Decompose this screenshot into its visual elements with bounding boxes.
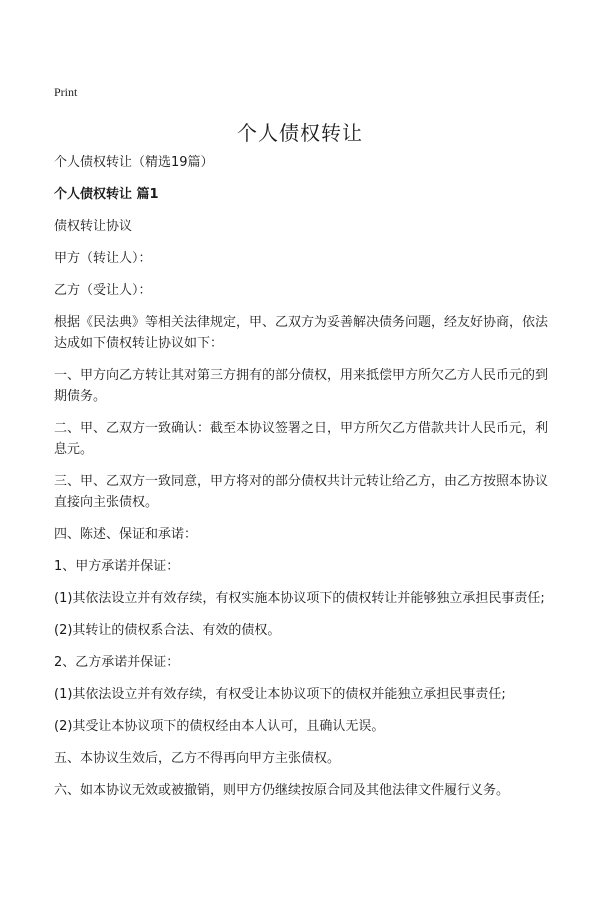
- party-b-line: 乙方（受让人）：: [54, 283, 152, 298]
- party-b-warranty-heading: 2、乙方承诺并保证：: [54, 655, 180, 670]
- document-body: [54, 152, 554, 812]
- clause-2: 二、甲、乙双方一致确认：截至本协议签署之日，甲方所欠乙方借款共计人民币元，利息元。: [54, 421, 549, 457]
- subtitle: 个人债权转让（精选19篇）: [54, 155, 214, 170]
- party-a-warranty-heading: 1、甲方承诺并保证：: [54, 559, 180, 574]
- party-b-warranty-2: (2)其受让本协议项下的债权经由本人认可，且确认无误。: [54, 719, 385, 734]
- preamble-paragraph: 根据《民法典》等相关法律规定，甲、乙双方为妥善解决债务问题，经友好协商，依法达成如下债权转让协议如下：: [54, 315, 549, 351]
- party-b-warranty-1: (1)其依法设立并有效存续，有权受让本协议项下的债权并能独立承担民事责任;: [54, 687, 506, 702]
- agreement-name: 债权转让协议: [54, 219, 133, 234]
- clause-6: 六、如本协议无效或被撤销，则甲方仍继续按原合同及其他法律文件履行义务。: [54, 783, 510, 798]
- document-title: 个人债权转让: [237, 121, 363, 145]
- party-a-warranty-1: (1)其依法设立并有效存续，有权实施本协议项下的债权转让并能够独立承担民事责任;: [54, 591, 545, 606]
- party-a-line: 甲方（转让人）：: [54, 251, 152, 266]
- clause-4: 四、陈述、保证和承诺：: [54, 527, 198, 542]
- clause-3: 三、甲、乙双方一致同意，甲方将对的部分债权共计元转让给乙方，由乙方按照本协议直接向主张债权。: [54, 474, 549, 510]
- party-a-warranty-2: (2)其转让的债权系合法、有效的债权。: [54, 623, 281, 638]
- clause-5: 五、本协议生效后，乙方不得再向甲方主张债权。: [54, 751, 341, 766]
- section-heading: 个人债权转让 篇1: [54, 187, 159, 202]
- clause-1: 一、甲方向乙方转让其对第三方拥有的部分债权，用来抵偿甲方所欠乙方人民币元的到期债务。: [54, 368, 549, 404]
- print-link[interactable]: Print: [54, 85, 78, 99]
